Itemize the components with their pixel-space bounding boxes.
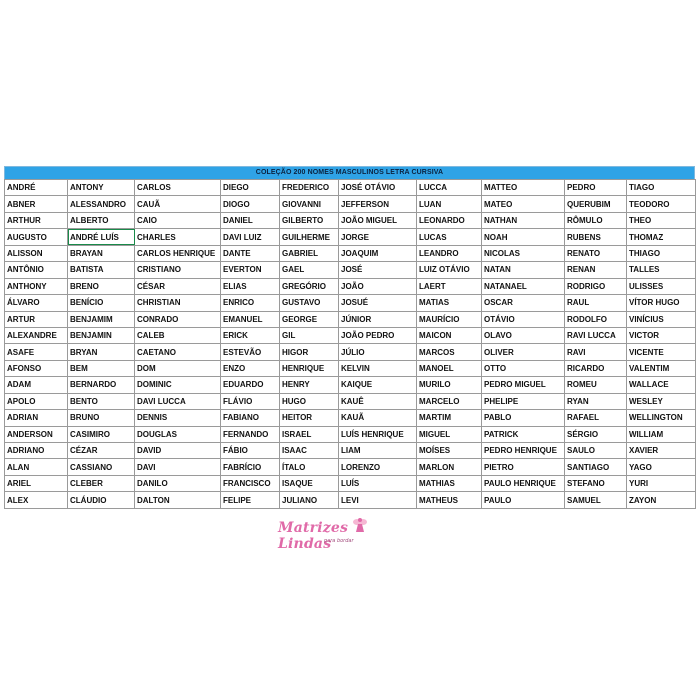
name-cell[interactable]: ADRIAN xyxy=(5,410,68,426)
name-cell[interactable]: JOÃO PEDRO xyxy=(339,327,417,343)
name-cell[interactable]: BENÍCIO xyxy=(68,295,135,311)
name-cell[interactable]: HENRY xyxy=(280,377,339,393)
name-cell[interactable]: BENJAMIN xyxy=(68,327,135,343)
name-cell[interactable]: KAIQUE xyxy=(339,377,417,393)
name-cell[interactable]: LORENZO xyxy=(339,459,417,475)
table-row xyxy=(5,492,696,508)
name-cell[interactable]: BRYAN xyxy=(68,344,135,360)
name-cell[interactable]: YURI xyxy=(627,475,696,491)
name-cell[interactable]: RODOLFO xyxy=(565,311,627,327)
name-cell[interactable]: ROMEU xyxy=(565,377,627,393)
name-cell[interactable]: LUIZ OTÁVIO xyxy=(417,262,482,278)
name-cell[interactable]: VICENTE xyxy=(627,344,696,360)
name-cell[interactable]: FREDERICO xyxy=(280,180,339,196)
name-cell[interactable]: RICARDO xyxy=(565,360,627,376)
table-row xyxy=(5,360,696,376)
name-cell[interactable]: MATHEUS xyxy=(417,492,482,508)
name-cell[interactable]: DAVID xyxy=(135,443,221,459)
name-cell[interactable]: CAETANO xyxy=(135,344,221,360)
name-cell[interactable]: CARLOS HENRIQUE xyxy=(135,245,221,261)
name-cell[interactable]: ANDRÉ xyxy=(5,180,68,196)
name-cell[interactable]: MATTEO xyxy=(482,180,565,196)
name-cell[interactable]: CLEBER xyxy=(68,475,135,491)
name-cell[interactable]: MATHIAS xyxy=(417,475,482,491)
name-cell[interactable]: DIEGO xyxy=(221,180,280,196)
name-cell[interactable]: BENJAMIM xyxy=(68,311,135,327)
name-cell[interactable]: ANTÔNIO xyxy=(5,262,68,278)
name-cell[interactable]: APOLO xyxy=(5,393,68,409)
name-cell[interactable]: CAIO xyxy=(135,212,221,228)
name-cell[interactable]: RAVI LUCCA xyxy=(565,327,627,343)
name-cell[interactable]: THEO xyxy=(627,212,696,228)
name-cell[interactable]: STEFANO xyxy=(565,475,627,491)
name-cell[interactable]: ADRIANO xyxy=(5,443,68,459)
name-cell[interactable]: JOÃO MIGUEL xyxy=(339,212,417,228)
name-cell[interactable]: RENAN xyxy=(565,262,627,278)
name-cell[interactable]: LUÍS HENRIQUE xyxy=(339,426,417,442)
name-cell[interactable]: JOSUÉ xyxy=(339,295,417,311)
name-cell[interactable]: ULISSES xyxy=(627,278,696,294)
table-row xyxy=(5,245,696,261)
name-cell[interactable]: AUGUSTO xyxy=(5,229,68,245)
name-cell[interactable]: PABLO xyxy=(482,410,565,426)
fairy-icon xyxy=(352,516,368,534)
name-cell[interactable]: ANTHONY xyxy=(5,278,68,294)
name-cell[interactable]: PAULO xyxy=(482,492,565,508)
name-cell[interactable]: XAVIER xyxy=(627,443,696,459)
name-cell[interactable]: ENZO xyxy=(221,360,280,376)
name-cell[interactable]: ALBERTO xyxy=(68,212,135,228)
name-cell[interactable]: JULIANO xyxy=(280,492,339,508)
name-cell[interactable]: KELVIN xyxy=(339,360,417,376)
name-cell[interactable]: ISRAEL xyxy=(280,426,339,442)
name-cell[interactable]: CASSIANO xyxy=(68,459,135,475)
table-row xyxy=(5,262,696,278)
name-cell[interactable]: OLIVER xyxy=(482,344,565,360)
name-cell[interactable]: CHRISTIAN xyxy=(135,295,221,311)
name-cell[interactable]: CÉSAR xyxy=(135,278,221,294)
name-cell[interactable]: MANOEL xyxy=(417,360,482,376)
name-cell[interactable]: HEITOR xyxy=(280,410,339,426)
name-cell[interactable]: LEVI xyxy=(339,492,417,508)
name-cell[interactable]: JORGE xyxy=(339,229,417,245)
name-cell[interactable]: PHELIPE xyxy=(482,393,565,409)
name-cell[interactable]: GREGÓRIO xyxy=(280,278,339,294)
name-cell[interactable]: FABIANO xyxy=(221,410,280,426)
name-cell[interactable]: HIGOR xyxy=(280,344,339,360)
name-cell[interactable]: CHARLES xyxy=(135,229,221,245)
name-cell[interactable]: BEM xyxy=(68,360,135,376)
name-cell[interactable]: DOMINIC xyxy=(135,377,221,393)
name-cell[interactable]: HUGO xyxy=(280,393,339,409)
name-cell[interactable]: DIOGO xyxy=(221,196,280,212)
name-cell[interactable]: LIAM xyxy=(339,443,417,459)
name-cell[interactable]: JOAQUIM xyxy=(339,245,417,261)
table-row xyxy=(5,344,696,360)
name-cell[interactable]: GIL xyxy=(280,327,339,343)
name-cell[interactable]: JEFFERSON xyxy=(339,196,417,212)
name-cell[interactable]: ABNER xyxy=(5,196,68,212)
name-cell[interactable]: NOAH xyxy=(482,229,565,245)
name-cell[interactable]: QUERUBIM xyxy=(565,196,627,212)
name-cell[interactable]: MOÍSES xyxy=(417,443,482,459)
name-cell[interactable]: GUSTAVO xyxy=(280,295,339,311)
name-cell[interactable]: LEANDRO xyxy=(417,245,482,261)
name-cell[interactable]: ANDERSON xyxy=(5,426,68,442)
name-cell[interactable]: WELLINGTON xyxy=(627,410,696,426)
name-cell[interactable]: ÍTALO xyxy=(280,459,339,475)
name-cell[interactable]: AFONSO xyxy=(5,360,68,376)
name-cell[interactable]: KAUÃ xyxy=(339,410,417,426)
name-cell[interactable]: WILLIAM xyxy=(627,426,696,442)
name-cell[interactable]: GEORGE xyxy=(280,311,339,327)
name-cell[interactable]: MATIAS xyxy=(417,295,482,311)
name-cell[interactable]: BENTO xyxy=(68,393,135,409)
name-cell[interactable]: JÚLIO xyxy=(339,344,417,360)
name-cell[interactable]: PEDRO HENRIQUE xyxy=(482,443,565,459)
name-cell[interactable]: ESTEVÃO xyxy=(221,344,280,360)
name-cell[interactable]: PEDRO xyxy=(565,180,627,196)
name-cell[interactable]: RODRIGO xyxy=(565,278,627,294)
name-cell[interactable]: SÉRGIO xyxy=(565,426,627,442)
name-cell[interactable]: MAICON xyxy=(417,327,482,343)
name-cell[interactable]: LUCCA xyxy=(417,180,482,196)
name-cell[interactable]: CRISTIANO xyxy=(135,262,221,278)
name-cell[interactable]: RAVI xyxy=(565,344,627,360)
name-cell[interactable]: ALAN xyxy=(5,459,68,475)
name-cell[interactable]: PAULO HENRIQUE xyxy=(482,475,565,491)
name-cell[interactable]: ZAYON xyxy=(627,492,696,508)
name-cell[interactable]: MIGUEL xyxy=(417,426,482,442)
name-cell[interactable]: GABRIEL xyxy=(280,245,339,261)
name-cell[interactable]: RAFAEL xyxy=(565,410,627,426)
name-cell[interactable]: FLÁVIO xyxy=(221,393,280,409)
table-row xyxy=(5,393,696,409)
name-cell[interactable]: DANTE xyxy=(221,245,280,261)
name-cell[interactable]: ARTHUR xyxy=(5,212,68,228)
name-cell[interactable]: JOSÉ OTÁVIO xyxy=(339,180,417,196)
name-cell[interactable]: ALESSANDRO xyxy=(68,196,135,212)
name-cell[interactable]: EVERTON xyxy=(221,262,280,278)
name-cell[interactable]: RÔMULO xyxy=(565,212,627,228)
name-cell[interactable]: JOSÉ xyxy=(339,262,417,278)
name-cell[interactable]: DANILO xyxy=(135,475,221,491)
name-cell[interactable]: LAERT xyxy=(417,278,482,294)
name-cell[interactable]: MATEO xyxy=(482,196,565,212)
name-cell[interactable]: WESLEY xyxy=(627,393,696,409)
name-cell[interactable]: BATISTA xyxy=(68,262,135,278)
name-cell[interactable]: BRENO xyxy=(68,278,135,294)
name-cell[interactable]: CAUÃ xyxy=(135,196,221,212)
name-cell[interactable]: TALLES xyxy=(627,262,696,278)
name-cell[interactable]: ÁLVARO xyxy=(5,295,68,311)
name-cell[interactable]: ANTONY xyxy=(68,180,135,196)
table-row xyxy=(5,295,696,311)
table-row xyxy=(5,377,696,393)
table-row xyxy=(5,443,696,459)
table-row xyxy=(5,426,696,442)
name-cell[interactable]: ALEX xyxy=(5,492,68,508)
name-cell[interactable]: OLAVO xyxy=(482,327,565,343)
name-cell[interactable]: CARLOS xyxy=(135,180,221,196)
name-cell[interactable]: RYAN xyxy=(565,393,627,409)
name-cell[interactable]: LUÍS xyxy=(339,475,417,491)
name-cell[interactable]: MARCELO xyxy=(417,393,482,409)
name-cell[interactable]: ARIEL xyxy=(5,475,68,491)
name-cell[interactable]: ISAAC xyxy=(280,443,339,459)
brand-tagline: para bordar xyxy=(324,538,354,544)
name-cell[interactable]: CONRADO xyxy=(135,311,221,327)
name-cell[interactable]: MURILO xyxy=(417,377,482,393)
name-cell[interactable]: MAURÍCIO xyxy=(417,311,482,327)
name-cell[interactable]: ADAM xyxy=(5,377,68,393)
name-cell[interactable]: RAUL xyxy=(565,295,627,311)
name-cell[interactable]: HENRIQUE xyxy=(280,360,339,376)
name-cell[interactable]: DOM xyxy=(135,360,221,376)
name-cell[interactable]: PEDRO MIGUEL xyxy=(482,377,565,393)
name-cell[interactable]: BERNARDO xyxy=(68,377,135,393)
name-cell[interactable]: NATHAN xyxy=(482,212,565,228)
table-row xyxy=(5,196,696,212)
name-cell[interactable]: SANTIAGO xyxy=(565,459,627,475)
name-cell[interactable]: YAGO xyxy=(627,459,696,475)
name-cell[interactable]: ISAQUE xyxy=(280,475,339,491)
name-cell[interactable]: BRUNO xyxy=(68,410,135,426)
name-cell[interactable]: THIAGO xyxy=(627,245,696,261)
name-cell[interactable]: GUILHERME xyxy=(280,229,339,245)
name-cell[interactable]: FERNANDO xyxy=(221,426,280,442)
name-cell[interactable]: MARLON xyxy=(417,459,482,475)
name-cell[interactable]: FABRÍCIO xyxy=(221,459,280,475)
name-cell[interactable]: CÉZAR xyxy=(68,443,135,459)
name-cell[interactable]: ENRICO xyxy=(221,295,280,311)
brand-logo xyxy=(268,516,378,552)
name-cell[interactable]: SAMUEL xyxy=(565,492,627,508)
name-cell[interactable]: DAVI xyxy=(135,459,221,475)
name-cell[interactable]: SAULO xyxy=(565,443,627,459)
name-cell[interactable]: ARTUR xyxy=(5,311,68,327)
name-cell[interactable]: PATRICK xyxy=(482,426,565,442)
name-cell[interactable]: PIETRO xyxy=(482,459,565,475)
name-cell[interactable]: GILBERTO xyxy=(280,212,339,228)
name-cell[interactable]: RUBENS xyxy=(565,229,627,245)
name-cell[interactable]: GIOVANNI xyxy=(280,196,339,212)
name-cell[interactable]: LUCAS xyxy=(417,229,482,245)
name-cell[interactable]: DENNIS xyxy=(135,410,221,426)
name-cell[interactable]: VICTOR xyxy=(627,327,696,343)
name-cell[interactable]: MARCOS xyxy=(417,344,482,360)
name-cell[interactable]: OTÁVIO xyxy=(482,311,565,327)
table-row xyxy=(5,475,696,491)
name-cell[interactable]: BRAYAN xyxy=(68,245,135,261)
name-cell[interactable]: CLÁUDIO xyxy=(68,492,135,508)
name-cell[interactable]: TIAGO xyxy=(627,180,696,196)
name-cell[interactable]: JOÃO xyxy=(339,278,417,294)
name-cell[interactable]: VINÍCIUS xyxy=(627,311,696,327)
spreadsheet xyxy=(4,166,695,509)
name-cell[interactable]: DAVI LUIZ xyxy=(221,229,280,245)
table-row xyxy=(5,278,696,294)
brand-name: Matrizes Lindas xyxy=(278,520,349,552)
name-cell[interactable]: KAUÊ xyxy=(339,393,417,409)
name-cell[interactable]: TEODORO xyxy=(627,196,696,212)
name-cell[interactable]: NICOLAS xyxy=(482,245,565,261)
name-cell[interactable]: DANIEL xyxy=(221,212,280,228)
name-cell[interactable]: CALEB xyxy=(135,327,221,343)
name-cell[interactable]: MARTIM xyxy=(417,410,482,426)
name-cell[interactable]: ASAFE xyxy=(5,344,68,360)
table-row xyxy=(5,212,696,228)
name-cell[interactable]: OSCAR xyxy=(482,295,565,311)
name-cell[interactable]: VALENTIM xyxy=(627,360,696,376)
name-cell[interactable]: CASIMIRO xyxy=(68,426,135,442)
name-cell[interactable]: FRANCISCO xyxy=(221,475,280,491)
name-cell[interactable]: EDUARDO xyxy=(221,377,280,393)
name-cell[interactable]: NATAN xyxy=(482,262,565,278)
name-cell[interactable]: FELIPE xyxy=(221,492,280,508)
name-cell[interactable]: THOMAZ xyxy=(627,229,696,245)
name-cell[interactable]: DALTON xyxy=(135,492,221,508)
name-cell[interactable]: LUAN xyxy=(417,196,482,212)
sheet-title: COLEÇÃO 200 NOMES MASCULINOS LETRA CURSIVA xyxy=(4,166,695,179)
names-table xyxy=(4,179,696,509)
name-cell[interactable]: LEONARDO xyxy=(417,212,482,228)
name-cell[interactable]: NATANAEL xyxy=(482,278,565,294)
name-cell[interactable]: RENATO xyxy=(565,245,627,261)
name-cell[interactable]: GAEL xyxy=(280,262,339,278)
name-cell[interactable]: ERICK xyxy=(221,327,280,343)
table-row xyxy=(5,180,696,196)
name-cell[interactable]: WALLACE xyxy=(627,377,696,393)
name-cell[interactable]: VÍTOR HUGO xyxy=(627,295,696,311)
table-row xyxy=(5,229,696,245)
name-cell[interactable]: ELIAS xyxy=(221,278,280,294)
name-cell[interactable]: EMANUEL xyxy=(221,311,280,327)
name-cell[interactable]: FÁBIO xyxy=(221,443,280,459)
name-cell[interactable]: JÚNIOR xyxy=(339,311,417,327)
name-cell[interactable]: ALISSON xyxy=(5,245,68,261)
table-row xyxy=(5,311,696,327)
table-row xyxy=(5,410,696,426)
name-cell[interactable]: ALEXANDRE xyxy=(5,327,68,343)
name-cell[interactable]: OTTO xyxy=(482,360,565,376)
name-cell[interactable]: DAVI LUCCA xyxy=(135,393,221,409)
name-cell[interactable]: ANDRÉ LUÍS xyxy=(68,229,135,245)
table-row xyxy=(5,459,696,475)
name-cell[interactable]: DOUGLAS xyxy=(135,426,221,442)
table-row xyxy=(5,327,696,343)
